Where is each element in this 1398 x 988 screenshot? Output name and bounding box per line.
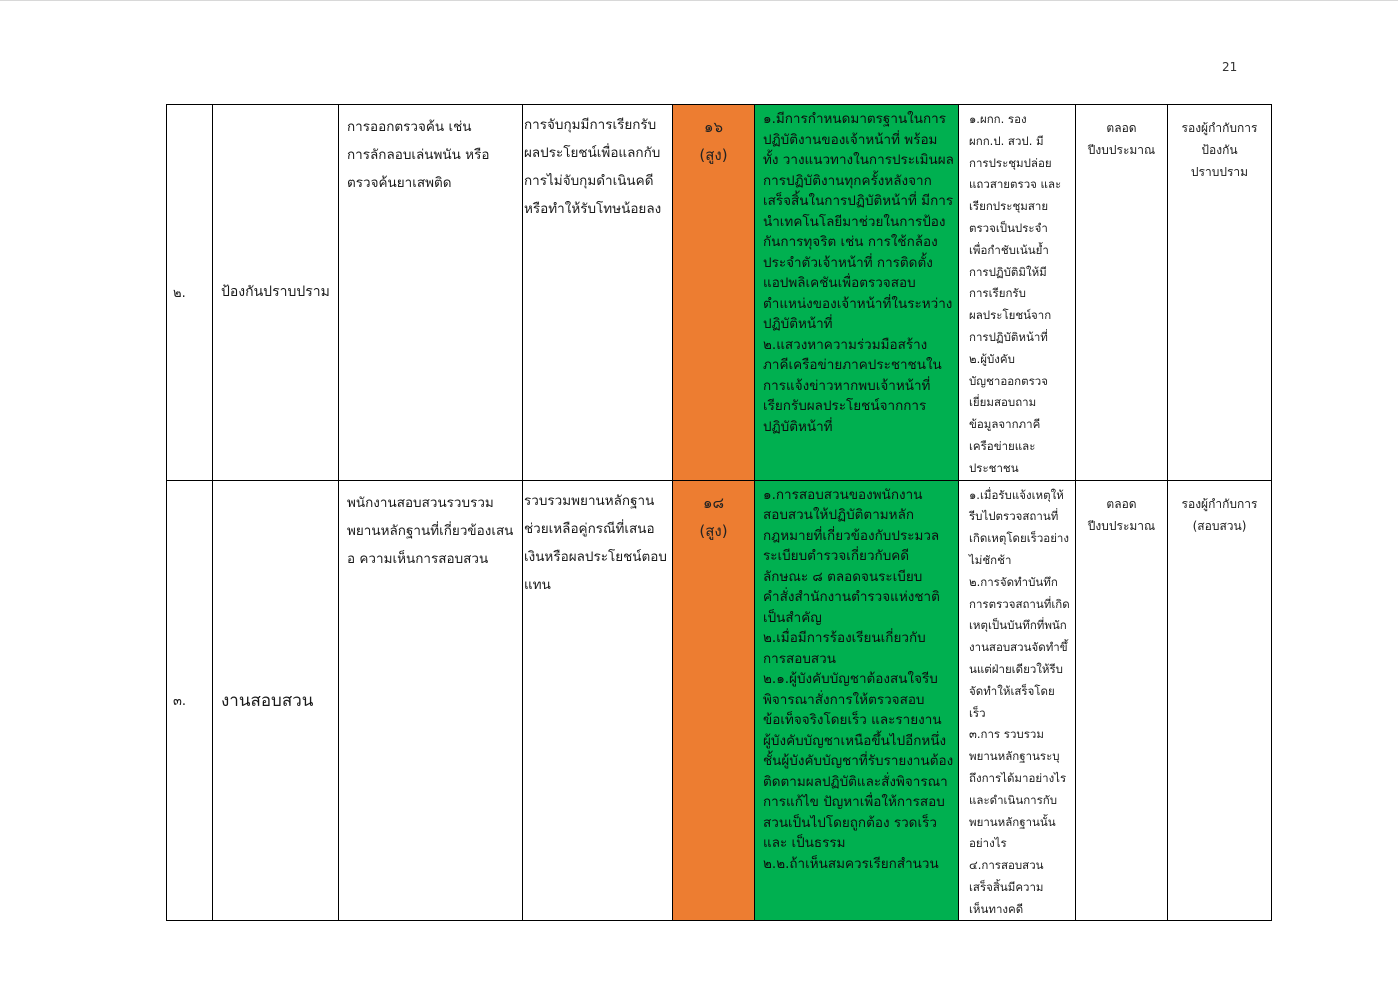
cell-line: ตำแหน่งของเจ้าหน้าที่ในระหว่าง [763, 295, 953, 312]
cell-line: ๒.ผู้บังคับ [969, 351, 1015, 366]
cell-line: ตรวจเป็นประจำ [969, 220, 1048, 235]
cell-line: การจับกุมมีการเรียกรับ [524, 117, 657, 133]
owner-cell [1168, 480, 1272, 921]
cell-line: (สอบสวน) [1192, 518, 1247, 533]
cell-line: ลักษณะ ๘ ตลอดจนระเบียบ [763, 568, 923, 585]
cell-line: ปีงบประมาณ [1087, 143, 1156, 157]
cell-line: ปีงบประมาณ [1087, 518, 1156, 533]
additional-measures-cell [959, 105, 1076, 481]
cell-line: นแต่ฝ่ายเดียวให้รีบ [969, 661, 1063, 676]
risk-score: ๑๘ [702, 493, 725, 512]
cell-line: การออกตรวจค้น เช่น [347, 119, 472, 135]
cell-line: ๑.การสอบสวนของพนักงาน [763, 486, 923, 503]
cell-line: กันการทุจริต เช่น การใช้กล้อง [763, 234, 938, 250]
cell-line: ๑.ผกก. รอง [969, 112, 1027, 126]
cell-line: การแจ้งข่าวหากพบเจ้าหน้าที่ [763, 377, 931, 394]
cell-line: ป้องกัน [1201, 143, 1238, 157]
cell-line: เสร็จสิ้นมีความ [969, 879, 1044, 894]
cell-line: เร็ว [969, 705, 986, 720]
cell-line: ประจำตัวเจ้าหน้าที่ การติดตั้ง [763, 254, 933, 271]
cell-line: หรือทำให้รับโทษน้อยลง [524, 201, 662, 217]
cell-line: การตรวจสถานที่เกิด [969, 596, 1070, 611]
cell-line: คำสั่งสำนักงานตำรวจแห่งชาติ [763, 589, 940, 606]
cell-line: แอปพลิเคชันเพื่อตรวจสอบ [763, 275, 916, 291]
cell-line: ทั้ง วางแนวทางในการประเมินผล [763, 152, 954, 168]
cell-line: เสร็จสิ้นในการปฏิบัติหน้าที่ มีการ [763, 193, 954, 209]
cell-line: ผลประโยชน์จาก [969, 308, 1052, 323]
cell-line: ช่วยเหลือคู่กรณีที่เสนอ [524, 520, 655, 537]
cell-line: แทน [524, 576, 551, 593]
cell-line: ๑.เมื่อรับแจ้งเหตุให้ [969, 487, 1064, 502]
cell-line: เป็นสำคัญ [763, 609, 822, 626]
cell-line: ติดตามผลปฏิบัติและสั่งพิจารณา [763, 773, 948, 790]
risk-event-cell [339, 105, 523, 481]
cell-line: และ เป็นธรรม [763, 835, 846, 852]
cell-line: ๑.มีการกำหนดมาตรฐานในการ [763, 111, 946, 127]
cell-line: อย่างไร [969, 836, 1007, 851]
cell-line: การปฏิบัติหน้าที่ [969, 329, 1048, 344]
cell-line: รองผู้กำกับการ [1181, 121, 1258, 135]
period-cell [1076, 480, 1168, 921]
cell-line: ปฏิบัติงานของเจ้าหน้าที่ พร้อม [763, 131, 938, 148]
cell-line: เพื่อกำชับเน้นย้ำ [969, 242, 1049, 257]
cell-line: ปฏิบัติหน้าที่ [763, 418, 833, 435]
cell-line: ๒.แสวงหาความร่วมมือสร้าง [763, 336, 928, 353]
risk-factor-cell [523, 105, 673, 481]
cell-line: รองผู้กำกับการ [1181, 496, 1258, 511]
risk-event-cell [339, 480, 523, 921]
mission-name: งานสอบสวน [213, 480, 339, 921]
cell-line: ข้อเท็จจริงโดยเร็ว และรายงาน [763, 712, 942, 729]
cell-line: ข้อมูลจากภาคี [969, 417, 1041, 432]
mission-name: ป้องกันปราบปราม [213, 105, 339, 481]
table-row [167, 105, 1272, 481]
table-row [167, 480, 1272, 921]
cell-line: ปราบปราม [1190, 165, 1249, 179]
risk-table [166, 104, 1272, 921]
cell-line: เหตุเป็นบันทึกที่พนัก [969, 618, 1067, 633]
cell-line: นำเทคโนโลยีมาช่วยในการป้อง [763, 213, 946, 230]
cell-line: การปฏิบัติมิให้มี [969, 264, 1047, 279]
cell-line: กฎหมายที่เกี่ยวข้องกับประมวล [763, 527, 940, 544]
cell-line: จัดทำให้เสร็จโดย [969, 683, 1055, 698]
cell-line: แถวสายตรวจ และ [969, 177, 1062, 192]
row-number: ๒. [167, 105, 213, 481]
control-measures-cell [755, 105, 959, 481]
cell-line: การแก้ไข ปัญหาเพื่อให้การสอบ [763, 794, 945, 811]
cell-line: พิจารณาสั่งการให้ตรวจสอบ [763, 691, 925, 708]
cell-line: การสอบสวน [763, 650, 836, 667]
cell-line: สอบสวนให้ปฏิบัติตามหลัก [763, 507, 915, 524]
cell-line: พนักงานสอบสวนรวบรวม [347, 494, 494, 511]
cell-line: เครือข่ายและ [969, 438, 1036, 453]
cell-line: อ ความเห็นการสอบสวน [347, 550, 489, 567]
cell-line: ผู้บังคับบัญชาเหนือขึ้นไปอีกหนึ่ง [763, 732, 947, 749]
cell-line: ประชาชน [969, 460, 1019, 475]
cell-line: การลักลอบเล่นพนัน หรือ [347, 147, 490, 163]
cell-line: ไม่ชักช้า [969, 552, 1012, 567]
cell-line: ตรวจค้นยาเสพติด [347, 175, 452, 191]
cell-line: งานสอบสวนจัดทำขึ้ [969, 640, 1068, 655]
cell-line: สวนเป็นไปโดยถูกต้อง รวดเร็ว [763, 814, 937, 831]
additional-measures-cell [959, 480, 1076, 921]
cell-line: ภาคีเครือข่ายภาคประชาชนใน [763, 357, 942, 373]
risk-level: (สูง) [699, 146, 728, 164]
cell-line: ชั้นผู้บังคับบัญชาที่รับรายงานต้อง [763, 753, 954, 770]
risk-factor-cell [523, 480, 673, 921]
cell-line: ตลอด [1106, 121, 1137, 135]
cell-line: ๒.๒.ถ้าเห็นสมควรเรียกสำนวน [763, 855, 939, 872]
cell-line: ๒.๑.ผู้บังคับบัญชาต้องสนใจรีบ [763, 671, 938, 688]
cell-line: บัญชาออกตรวจ [969, 373, 1048, 388]
cell-line: ระเบียบตำรวจเกี่ยวกับคดี [763, 548, 910, 565]
cell-line: และดำเนินการกับ [969, 792, 1058, 807]
cell-line: ๒.เมื่อมีการร้องเรียนเกี่ยวกับ [763, 630, 926, 647]
risk-level: (สูง) [699, 521, 728, 540]
cell-line: ตลอด [1106, 496, 1137, 511]
cell-line: เยี่ยมสอบถาม [969, 395, 1037, 410]
cell-line: ผกก.ป. สวป. มี [969, 133, 1044, 148]
cell-line: เงินหรือผลประโยชน์ตอบ [524, 548, 667, 565]
cell-line: เรียกประชุมสาย [969, 199, 1049, 214]
period-cell [1076, 105, 1168, 481]
cell-line: เรียกรับผลประโยชน์จากการ [763, 398, 927, 414]
cell-line: ผลประโยชน์เพื่อแลกกับ [524, 145, 661, 161]
owner-cell [1168, 105, 1272, 481]
risk-score-cell [673, 480, 755, 921]
risk-score-cell [673, 105, 755, 481]
cell-line: ๓.การ รวบรวม [969, 727, 1044, 742]
cell-line: ๒.การจัดทำบันทึก [969, 574, 1058, 589]
top-border [0, 0, 1398, 1]
cell-line: เห็นทางคดี [969, 901, 1024, 916]
cell-line: การเรียกรับ [969, 286, 1026, 301]
cell-line: รีบไปตรวจสถานที่ [969, 509, 1059, 524]
cell-line: การประชุมปล่อย [969, 155, 1052, 170]
risk-score: ๑๖ [703, 118, 724, 136]
cell-line: เกิดเหตุโดยเร็วอย่าง [969, 531, 1070, 546]
cell-line: การไม่จับกุมดำเนินคดี [524, 173, 654, 189]
cell-line: พยานหลักฐานนั้น [969, 814, 1056, 829]
page-number: 21 [1222, 60, 1238, 74]
cell-line: การปฏิบัติงานทุกครั้งหลังจาก [763, 172, 932, 189]
control-measures-cell [755, 480, 959, 921]
cell-line: พยานหลักฐานที่เกี่ยวข้องเสน [347, 522, 514, 539]
cell-line: พยานหลักฐานระบุ [969, 749, 1060, 764]
cell-line: ถึงการได้มาอย่างไร [969, 770, 1067, 785]
cell-line: รวบรวมพยานหลักฐาน [524, 492, 655, 509]
cell-line: ปฏิบัติหน้าที่ [763, 316, 833, 332]
cell-line: ๔.การสอบสวน [969, 858, 1044, 873]
row-number: ๓. [167, 480, 213, 921]
